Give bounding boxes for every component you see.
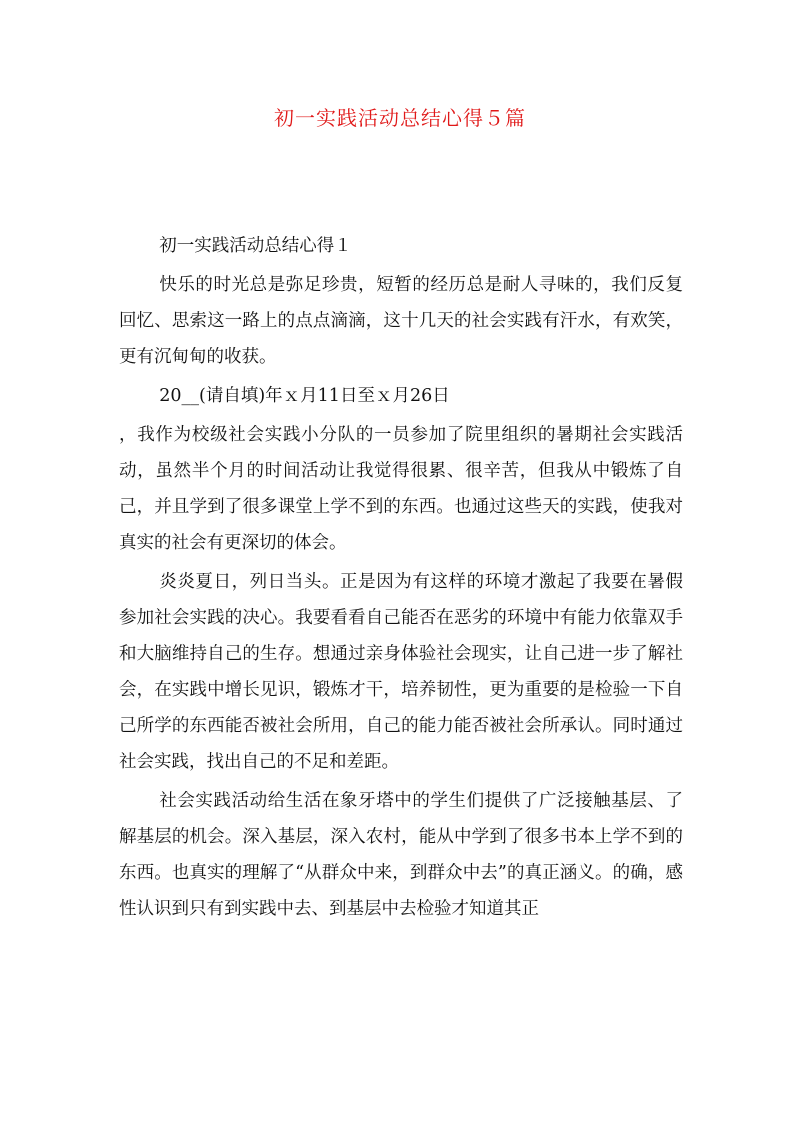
paragraph-2: ，我作为校级社会实践小分队的一员参加了院里组织的暑期社会实践活动，虽然半个月的时间活动让我觉得很累、很辛苦，但我从中锻炼了自己，并且学到了很多课堂上学不到的东西。也通过这些天的实践，使我对真实的社会有更深切的体会。	[119, 425, 683, 553]
paragraph-1: 快乐的时光总是弥足珍贵，短暂的经历总是耐人寻味的，我们反复回忆、思索这一路上的点点滴滴，这十几天的社会实践有汗水，有欢笑，更有沉甸甸的收获。	[119, 275, 683, 367]
paragraph-4: 社会实践活动给生活在象牙塔中的学生们提供了广泛接触基层、了解基层的机会。深入基层，深入农村，能从中学到了很多书本上学不到的东西。也真实的理解了“从群众中来，到群众中去”的真正涵义。的确，感性认识到只有到实践中去、到基层中去检验才知道其正	[119, 791, 683, 919]
document-title: 初一实践活动总结心得５篇	[274, 106, 526, 130]
date-line: 20__(请自填)年ｘ月11日至ｘ月26日	[159, 386, 450, 406]
paragraph-3: 炎炎夏日，列日当头。正是因为有这样的环境才激起了我要在暑假参加社会实践的决心。我要看看自己能否在恶劣的环境中有能力依靠双手和大脑维持自己的生存。想通过亲身体验社会现实，让自己进一步了解社会，在实践中增长见识，锻炼才干，培养韧性，更为重要的是检验一下自己所学的东西能否被社会所用，自己的能力能否被社会所承认。同时通过社会实践，找出自己的不足和差距。	[119, 572, 683, 772]
document-body	[119, 228, 683, 927]
section-heading: 初一实践活动总结心得１	[159, 236, 352, 256]
